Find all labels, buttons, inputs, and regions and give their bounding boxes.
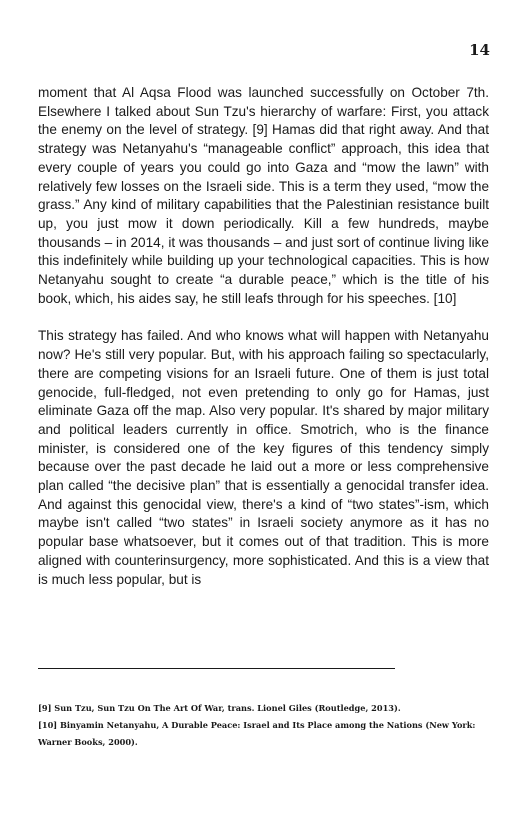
paragraph: This strategy has failed. And who knows what will happen with Netanyahu now? He's still very popular. But, with his approach failing so spectacularly, there are competing visions for an Israeli future. One of them is just total genocide, full-fledged, not even pretending to only go for Hamas, just eliminate Gaza off the map. Also very popular. It's shared by major military and political leaders currently in office. Smotrich, who is the finance minister, is considered one of the key figures of this tendency simply because over the past decade he laid out a more or less comprehensive plan called “the decisive plan” that is essentially a genocidal transfer idea. And against this genocidal view, there's a kind of “two states”-ism, which maybe isn't called “two states” in Israeli society anymore as it has no popular base whatsoever, but it comes out of that tradition. This is more aligned with counterinsurgency, more sophisticated. And this is a view that is much less popular, but is: [38, 328, 489, 587]
footnote: [9] Sun Tzu, Sun Tzu On The Art Of War, trans. Lionel Giles (Routledge, 2013).: [38, 703, 401, 713]
footnote: [10] Binyamin Netanyahu, A Durable Peace: Israel and Its Place among the Nations (New York: Warner Books, 2000).: [38, 720, 476, 747]
page-number: 14: [469, 41, 490, 59]
paragraph: moment that Al Aqsa Flood was launched successfully on October 7th. Elsewhere I talked about Sun Tzu's hierarchy of warfare: First, you attack the enemy on the level of strategy. [9] Hamas did that right away. And that strategy was Netanyahu's “manageable conflict” approach, this idea that every couple of years you could go into Gaza and “mow the lawn” with relatively few losses on the Israeli side. This is a term they used, “mow the grass.” Any kind of military capabilities that the Palestinian resistance built up, you just mow it down periodically. Kill a few hundreds, maybe thousands – in 2014, it was thousands – and just sort of continue living like this indefinitely while building up your technological capacities. This is how Netanyahu sought to create “a durable peace,” which is the title of his book, which, his aides say, he still leafs through for his speeches. [10]: [38, 85, 489, 306]
body-text: [38, 84, 489, 608]
footnote-divider: [38, 668, 395, 669]
footnotes: [38, 700, 489, 751]
